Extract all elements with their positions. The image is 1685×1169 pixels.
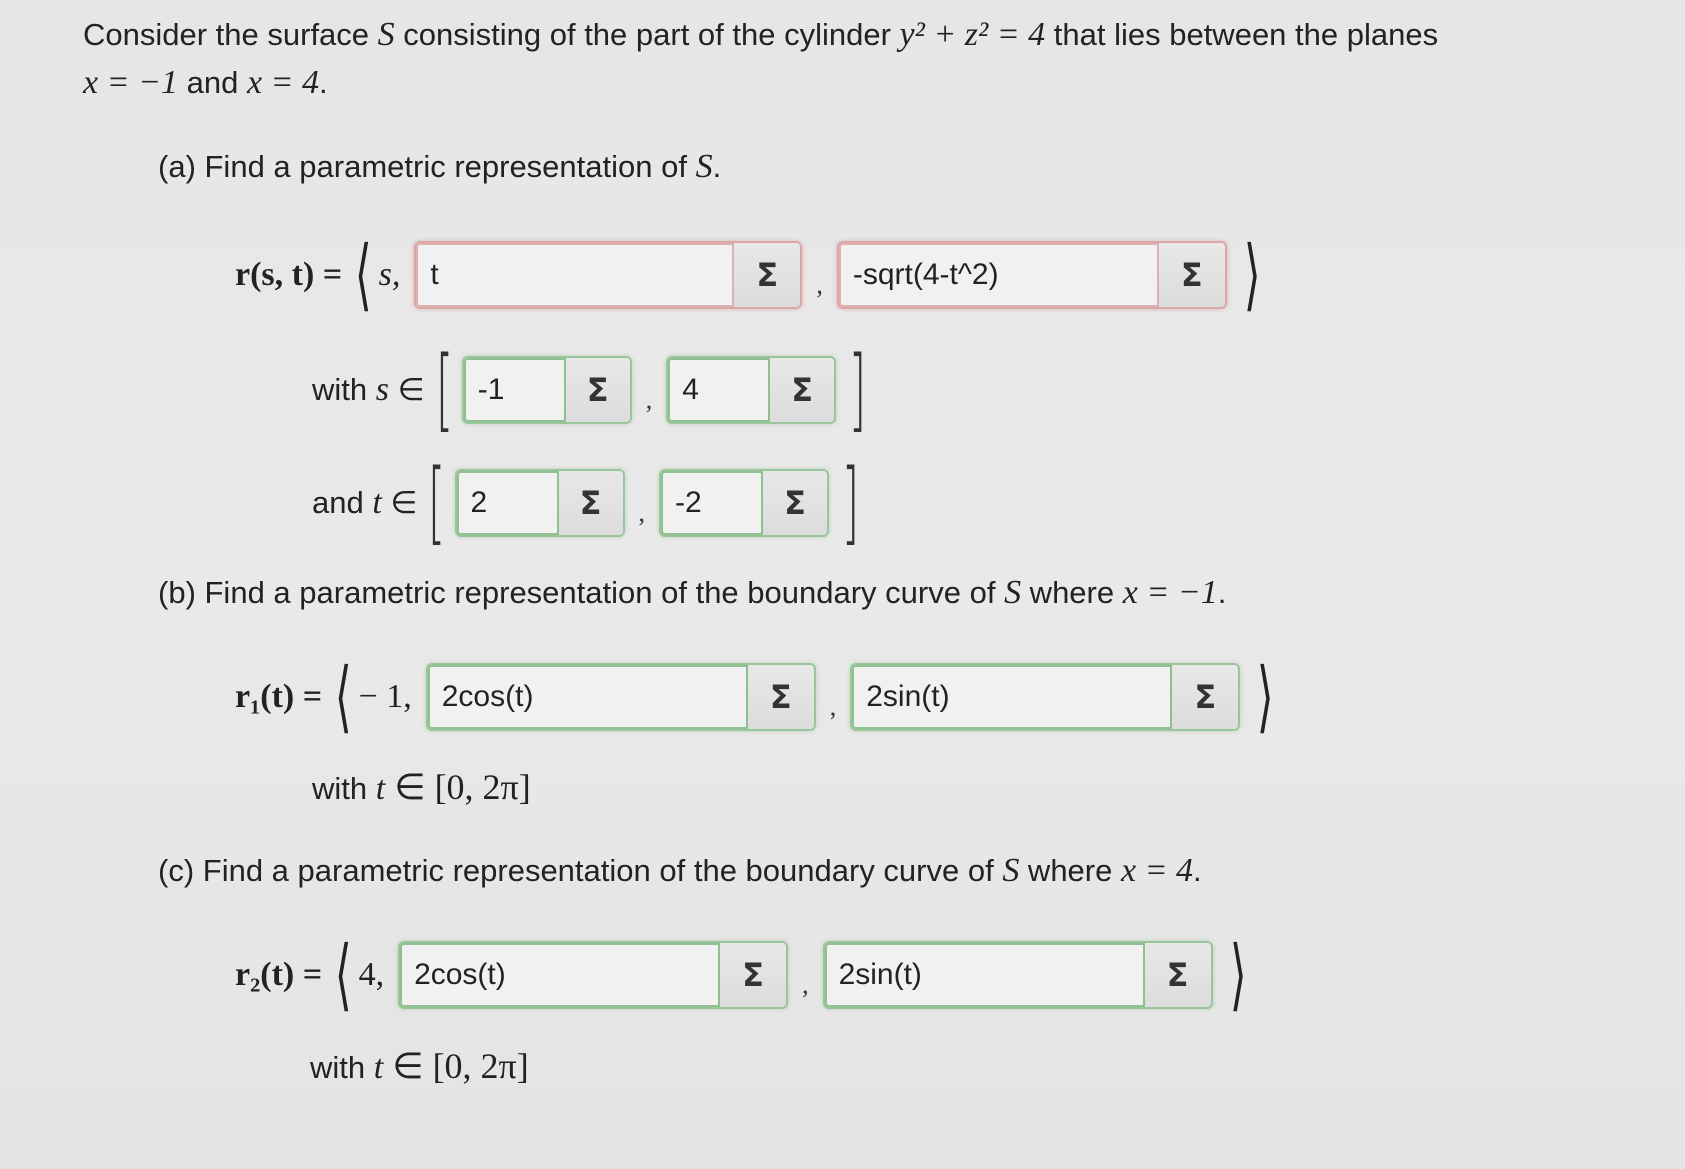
angle-open: ⟨ xyxy=(355,230,372,320)
answer-box-a-y xyxy=(414,241,802,309)
answer-box-b-z xyxy=(850,663,1240,731)
bracket-open: [ xyxy=(435,337,453,442)
angle-open: ⟨ xyxy=(334,652,352,742)
answer-input-c-y[interactable]: 2cos(t) xyxy=(400,943,720,1007)
answer-box-c-z xyxy=(823,941,1213,1009)
surface-symbol: S xyxy=(377,16,395,53)
separator: , xyxy=(645,385,653,414)
answer-box-t-low xyxy=(455,469,625,537)
plane-equation-2: x = 4 xyxy=(246,64,319,101)
prompt-text: (a) Find a parametric representation of xyxy=(158,149,696,184)
separator: , xyxy=(802,970,809,999)
answer-box-c-y xyxy=(398,941,788,1009)
answer-box-s-high xyxy=(666,356,836,424)
boundary-equation: x = −1 xyxy=(1122,574,1218,611)
plane-equation-1: x = −1 xyxy=(83,64,178,101)
answer-input-b-y[interactable]: 2cos(t) xyxy=(428,665,748,729)
part-c-domain xyxy=(310,1045,529,1087)
answer-input-a-y[interactable]: t xyxy=(416,243,734,307)
sigma-icon[interactable]: Σ xyxy=(1145,943,1211,1007)
answer-box-s-low xyxy=(462,356,632,424)
sigma-icon[interactable]: Σ xyxy=(1172,665,1238,729)
domain-interval: ∈ [0, 2π] xyxy=(385,767,531,807)
prompt-text: . xyxy=(712,149,722,184)
label-text: with xyxy=(312,372,376,407)
sigma-icon[interactable]: Σ xyxy=(748,665,814,729)
surface-symbol: S xyxy=(695,148,713,185)
part-a-t-range xyxy=(312,450,868,555)
surface-symbol: S xyxy=(1004,574,1022,611)
answer-input-a-z[interactable]: -sqrt(4-t^2) xyxy=(839,243,1159,307)
separator: , xyxy=(816,270,823,299)
prompt-text: where xyxy=(1019,853,1121,888)
answer-box-b-y xyxy=(426,663,816,731)
cylinder-equation: y² + z² = 4 xyxy=(899,16,1046,53)
surface-symbol: S xyxy=(1002,852,1020,889)
intro-line-1 xyxy=(83,16,1438,54)
intro-text: that lies between the planes xyxy=(1045,17,1439,52)
sigma-icon[interactable]: Σ xyxy=(559,471,623,535)
part-b-prompt xyxy=(158,574,1226,612)
sigma-icon[interactable]: Σ xyxy=(763,471,827,535)
r2-label: r₂(t) = xyxy=(235,956,323,993)
element-of-symbol: ∈ xyxy=(388,372,425,407)
part-b-domain xyxy=(312,766,531,808)
answer-input-t-low[interactable]: 2 xyxy=(457,471,559,535)
sigma-icon[interactable]: Σ xyxy=(1159,243,1225,307)
intro-text: and xyxy=(177,65,247,100)
answer-input-s-high[interactable]: 4 xyxy=(668,358,770,422)
prompt-text: . xyxy=(1193,853,1202,888)
t-variable: t xyxy=(372,484,382,521)
s-component: s, xyxy=(378,256,401,293)
r1-label: r₁(t) = xyxy=(235,678,323,715)
x-component: 4, xyxy=(358,956,385,993)
part-a-s-range xyxy=(312,337,875,442)
x-component: − 1, xyxy=(358,678,412,715)
r-st-label: r(s, t) = xyxy=(235,256,343,293)
part-b-vector-row xyxy=(235,652,1281,742)
part-a-vector-row xyxy=(235,230,1267,320)
part-c-vector-row xyxy=(235,930,1253,1020)
prompt-text: (b) Find a parametric representation of the boundary curve of xyxy=(158,575,1005,610)
prompt-text: . xyxy=(1217,575,1227,610)
t-variable: t xyxy=(373,1049,384,1086)
answer-input-b-z[interactable]: 2sin(t) xyxy=(852,665,1172,729)
label-text: with xyxy=(312,771,376,806)
s-variable: s xyxy=(375,371,389,408)
element-of-symbol: ∈ xyxy=(381,485,418,520)
label-text: and xyxy=(312,485,373,520)
separator: , xyxy=(829,692,837,721)
prompt-text: where xyxy=(1021,575,1123,610)
answer-box-a-z xyxy=(837,241,1227,309)
intro-text: consisting of the part of the cylinder xyxy=(394,17,900,52)
sigma-icon[interactable]: Σ xyxy=(566,358,630,422)
t-variable: t xyxy=(375,770,386,807)
part-c-prompt xyxy=(158,852,1202,890)
prompt-text: (c) Find a parametric representation of the boundary curve of xyxy=(158,853,1003,888)
intro-text: . xyxy=(318,65,328,100)
part-a-prompt xyxy=(158,148,721,186)
answer-input-t-high[interactable]: -2 xyxy=(661,471,763,535)
sigma-icon[interactable]: Σ xyxy=(720,943,786,1007)
angle-close: ⟩ xyxy=(1257,652,1274,742)
label-text: with xyxy=(310,1050,374,1085)
sigma-icon[interactable]: Σ xyxy=(734,243,800,307)
intro-text: Consider the surface xyxy=(83,17,378,52)
s-range-label xyxy=(312,371,425,409)
angle-close: ⟩ xyxy=(1229,930,1247,1020)
bracket-close: ] xyxy=(849,337,867,442)
answer-input-s-low[interactable]: -1 xyxy=(464,358,566,422)
boundary-equation: x = 4 xyxy=(1120,852,1194,889)
angle-close: ⟩ xyxy=(1243,230,1261,320)
t-range-label xyxy=(312,484,417,522)
angle-open: ⟨ xyxy=(334,930,352,1020)
bracket-open: [ xyxy=(428,450,446,555)
separator: , xyxy=(638,498,646,527)
intro-line-2 xyxy=(83,64,328,102)
sigma-icon[interactable]: Σ xyxy=(770,358,834,422)
domain-interval: ∈ [0, 2π] xyxy=(383,1046,529,1086)
answer-input-c-z[interactable]: 2sin(t) xyxy=(825,943,1145,1007)
bracket-close: ] xyxy=(841,450,860,555)
answer-box-t-high xyxy=(659,469,829,537)
